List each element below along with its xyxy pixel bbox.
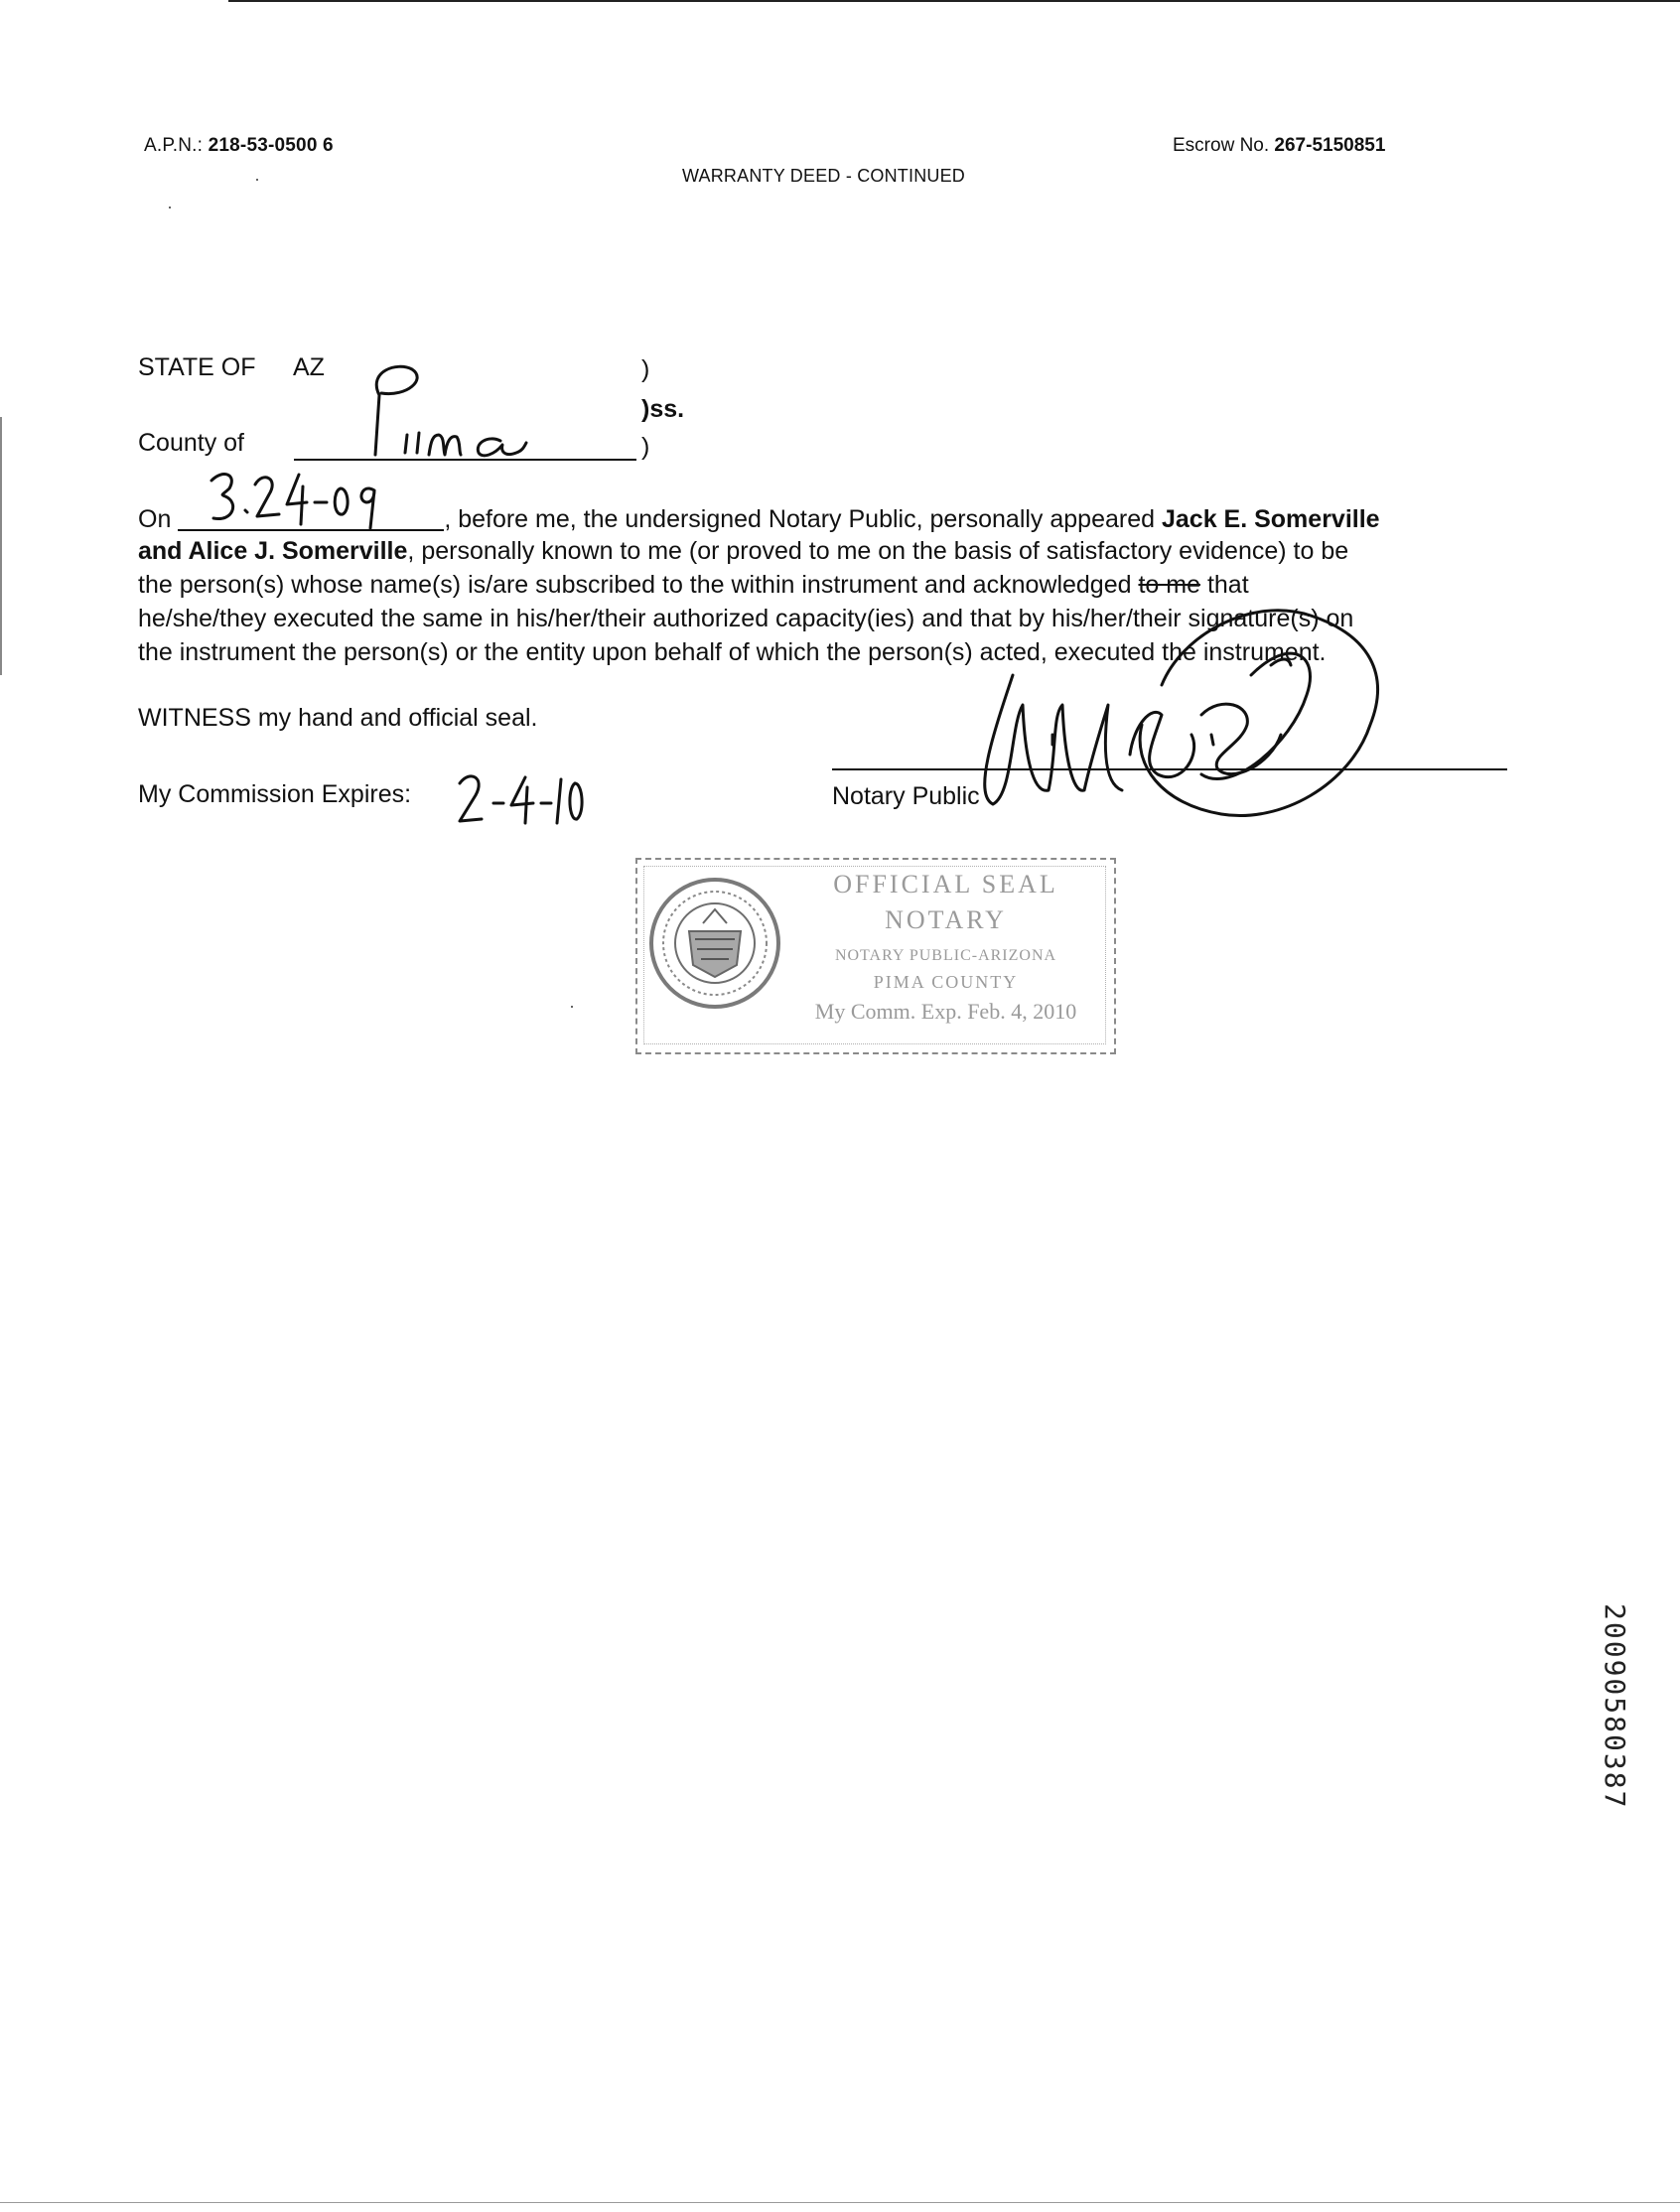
scan-edge-bottom <box>0 2202 1680 2203</box>
stamp-line-2: NOTARY <box>885 905 1007 934</box>
notary-stamp <box>635 858 1116 1054</box>
escrow-label: Escrow No. <box>1173 135 1270 156</box>
ack-text-1: , before me, the undersigned Notary Public, personally appeared <box>444 505 1156 533</box>
ack-line-4: he/she/they executed the same in his/her/their authorized capacity(ies) and that by his/her/their signature(s) on <box>138 605 1354 632</box>
ack-text-3a: the person(s) whose name(s) is/are subscribed to the within instrument and acknowledged <box>138 571 1132 599</box>
escrow-field <box>1173 135 1385 157</box>
on-label: On <box>138 505 172 533</box>
venue-bracket-top: ) <box>641 355 650 383</box>
stamp-line-5: My Comm. Exp. Feb. 4, 2010 <box>814 999 1077 1024</box>
witness-clause: WITNESS my hand and official seal. <box>138 704 538 732</box>
scan-speck <box>169 207 171 208</box>
grantor-names-1: Jack E. Somerville <box>1161 505 1380 533</box>
escrow-value: 267-5150851 <box>1274 135 1386 156</box>
stamp-line-3: NOTARY PUBLIC-ARIZONA <box>834 947 1057 964</box>
scan-edge-left <box>0 417 2 675</box>
scan-speck <box>571 1006 573 1008</box>
notary-signature <box>953 556 1430 854</box>
state-value: AZ <box>293 353 325 381</box>
ack-text-3b: that <box>1206 571 1249 599</box>
state-label: STATE OF <box>138 353 256 381</box>
state-seal-icon <box>645 874 784 1013</box>
stamp-line-1: OFFICIAL SEAL <box>833 870 1058 899</box>
scan-speck <box>256 179 258 181</box>
apn-value: 218-53-0500 6 <box>208 135 334 156</box>
handwritten-county <box>357 357 536 462</box>
venue-bracket-ss: )ss. <box>641 395 685 423</box>
handwritten-date <box>204 467 382 536</box>
scan-edge-top <box>228 0 1680 2</box>
document-title: WARRANTY DEED - CONTINUED <box>682 166 966 186</box>
stamp-line-4: PIMA COUNTY <box>873 972 1019 992</box>
venue-bracket-bottom: ) <box>641 433 650 461</box>
apn-label: A.P.N.: <box>144 135 204 156</box>
grantor-names-2: and Alice J. Somerville <box>138 537 408 565</box>
recording-number: 20090580387 <box>1599 1603 1631 1810</box>
notary-public-label: Notary Public <box>832 782 980 810</box>
county-label: County of <box>138 429 245 457</box>
ack-line-5: the instrument the person(s) or the entity upon behalf of which the person(s) acted, executed the instrument. <box>138 638 1327 666</box>
ack-text-2: , personally known to me (or proved to me on the basis of satisfactory evidence) to be <box>407 537 1349 565</box>
commission-label: My Commission Expires: <box>138 780 412 808</box>
struck-text: to me <box>1138 571 1200 599</box>
apn-field <box>144 135 334 157</box>
handwritten-commission-date <box>452 769 591 834</box>
